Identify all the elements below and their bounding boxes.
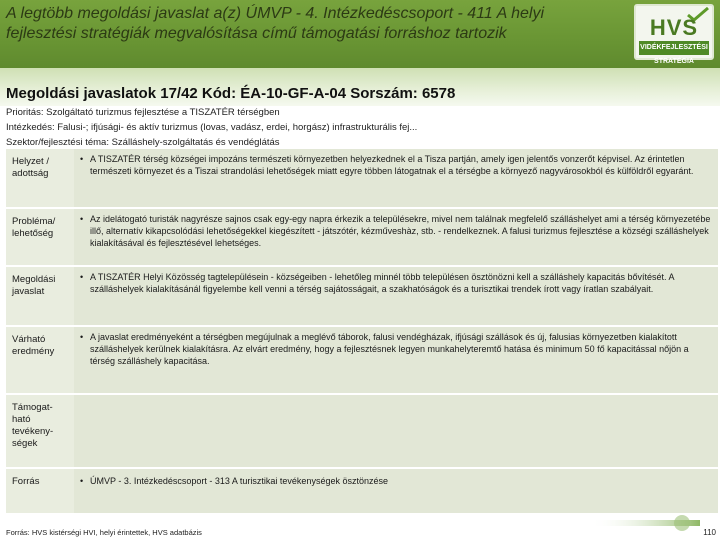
page-title: A legtöbb megoldási javaslat a(z) ÚMVP - 4. Intézkedéscsoport - 411 A helyi fejlesztési stratégiák megvalósítása című támogatási forráshoz tartozik bbox=[6, 5, 545, 42]
row-content bbox=[78, 395, 718, 467]
table-row bbox=[6, 209, 718, 265]
row-text: Az idelátogató turisták nagyrésze sajnos csak egy-egy napra érkezik a településekre, mivel nem találnak megfelelő szálláshelyet ami a térség környezetébe illő, alternatív kikapcsolódási lehetőségekkel kiegészített - játszótér, kézműveshàz, stb. - rendelkeznek. A falusi turizmus fejlesztése a községi szálláshelyek kialakításával és fejlesztésével lehetséges. bbox=[90, 214, 711, 248]
footer-decoration-icon bbox=[590, 512, 700, 534]
bullet-icon: • bbox=[80, 272, 84, 282]
table-row bbox=[6, 149, 718, 207]
row-content bbox=[78, 209, 718, 265]
table-row bbox=[6, 395, 718, 467]
row-content bbox=[78, 469, 718, 513]
measure-line: Intézkedés: Falusi-; ifjúsági- és aktív turizmus (lovas, vadász, erdei, horgász) infrastrukturális fej... bbox=[6, 122, 418, 133]
row-content bbox=[78, 267, 718, 325]
header-banner bbox=[0, 0, 720, 68]
solution-title: Megoldási javaslatok 17/42 Kód: ÉA-10-GF-A-04 Sorszám: 6578 bbox=[6, 85, 456, 102]
row-text: A TISZATÉR Helyi Közösség tagtelepülésein - községeiben - lehetőleg minnél több településen ösztönözni kell a szálláshely kapacitás bővítését. A szálláshelyek kialakításánál figyelembe kell venni a térség sajátosságait, a szakhatóságok és a turisztikai trendek írott vagy íratlan szabályait. bbox=[90, 272, 675, 294]
row-label: Forrás bbox=[6, 469, 74, 513]
table-row bbox=[6, 327, 718, 393]
row-label: Probléma/ lehetőség bbox=[6, 209, 74, 265]
row-label: Helyzet / adottság bbox=[6, 149, 74, 207]
row-text: A javaslat eredményeként a térségben megújulnak a meglévő táborok, falusi vendégházak, ifjúsági szállások és új, falusias környezetben kialakított szálláshelyek kerülnek kialakításra. Az elvárt eredmény, hogy a fejlesztésnek legyen munkahelyteremtő hatása és minimum 50 fő kapacitással nőjön a térség szálláshely kapacitása. bbox=[90, 332, 689, 366]
logo-subtitle: VIDÉKFEJLESZTÉSI STRATÉGIA bbox=[639, 41, 709, 55]
source-note: Forrás: HVS kistérségi HVI, helyi érintettek, HVS adatbázis bbox=[6, 528, 202, 537]
page-number: 110 bbox=[703, 528, 716, 537]
bullet-icon: • bbox=[80, 154, 84, 164]
row-label: Támogat-ható tevékeny-ségek bbox=[6, 395, 74, 467]
row-text: A TISZATÉR térség községei impozáns természeti környezetben helyezkednek el a Tisza partján, amely igen jelentős vonzerőt képvisel. Az érintetlen természeti környezet és a Tiszai strandolási lehetőségek miatt egyre többen látogatnak el a térségbe a környező nagyvárosokból és külföldről egyaránt. bbox=[90, 154, 694, 176]
hvs-logo bbox=[634, 4, 714, 65]
bullet-icon: • bbox=[80, 332, 84, 342]
subheader-band bbox=[0, 68, 720, 106]
row-content bbox=[78, 327, 718, 393]
row-label: Várható eredmény bbox=[6, 327, 74, 393]
sector-line: Szektor/fejlesztési téma: Szálláshely-szolgáltatás és vendéglátás bbox=[6, 137, 280, 148]
priority-line: Prioritás: Szolgáltató turizmus fejlesztése a TISZATÉR térségben bbox=[6, 107, 280, 118]
row-text: ÚMVP - 3. Intézkedéscsoport - 313 A turisztikai tevékenységek ösztönzése bbox=[90, 476, 388, 486]
bullet-icon: • bbox=[80, 214, 84, 224]
row-content bbox=[78, 149, 718, 207]
logo-text: HVS bbox=[649, 15, 699, 40]
row-label: Megoldási javaslat bbox=[6, 267, 74, 325]
table-row bbox=[6, 267, 718, 325]
bullet-icon: • bbox=[80, 476, 84, 486]
table-row bbox=[6, 469, 718, 513]
